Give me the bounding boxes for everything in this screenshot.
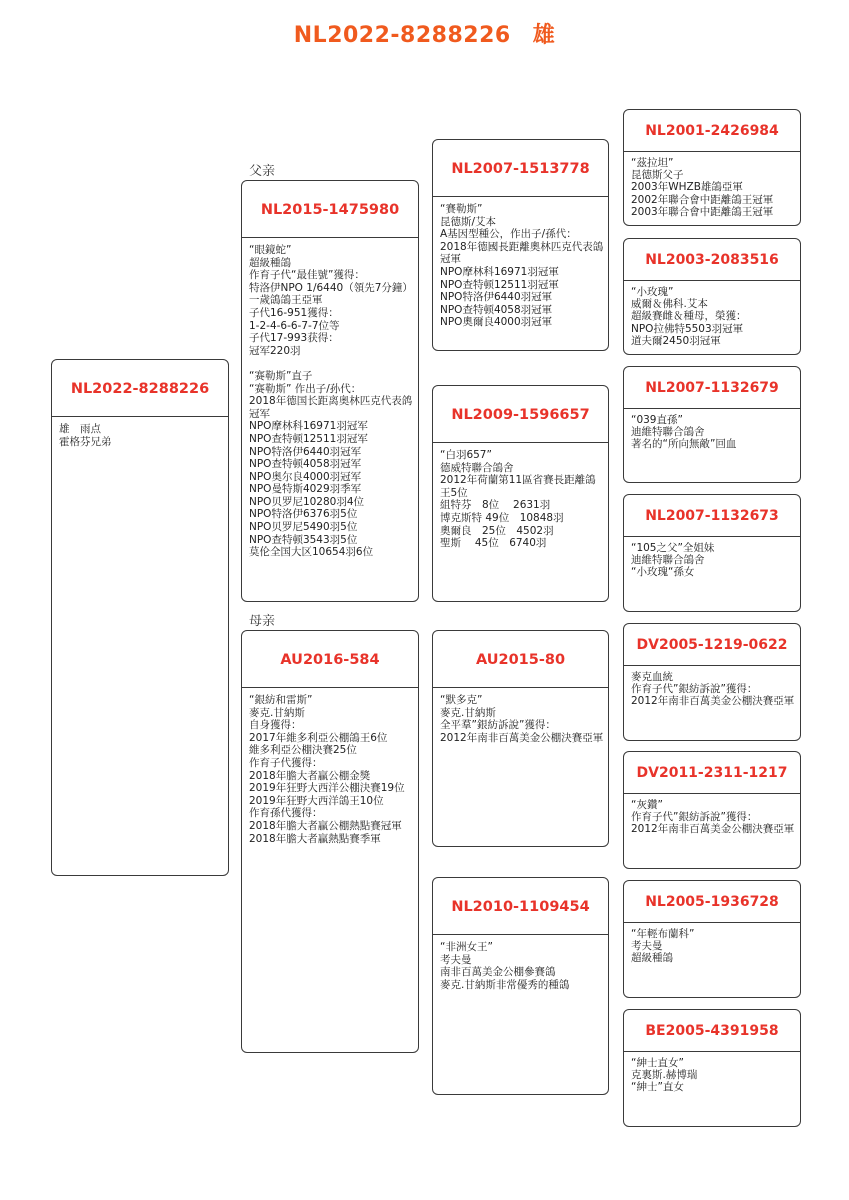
dam-card xyxy=(241,630,419,1053)
great-grandparent-ring-number: NL2001-2426984 xyxy=(624,110,800,152)
great-grandparent-ring-number: NL2007-1132673 xyxy=(624,495,800,537)
great-grandparent-ring-number: DV2005-1219-0622 xyxy=(624,624,800,666)
great-grandparent-description: “小玫瑰” 威爾＆佛科.艾本 超級賽雌＆種母，榮獲： NPO拉佛特5503羽冠軍 道夫爾2450羽冠軍 xyxy=(631,286,747,347)
subject-description: 雄 雨点 霍格芬兄弟 xyxy=(59,423,112,448)
great-grandparent-ring-number: NL2007-1132679 xyxy=(624,367,800,409)
great-grandparent-description: 麥克血統 作育子代”銀紡訴說”獲得： 2012年南非百萬美金公棚決賽亞軍 xyxy=(631,671,795,708)
great-grandparent-description: “灰鑽” 作育子代”銀紡訴說”獲得： 2012年南非百萬美金公棚決賽亞軍 xyxy=(631,799,795,836)
sire-ring-number: NL2015-1475980 xyxy=(242,181,418,238)
great-grandparent-ring-number: NL2005-1936728 xyxy=(624,881,800,923)
dam-ring-number: AU2016-584 xyxy=(242,631,418,688)
grandsire-maternal-card xyxy=(432,630,609,847)
great-grandparent-card xyxy=(623,880,801,998)
great-grandparent-card xyxy=(623,751,801,869)
subject-ring-number: NL2022-8288226 xyxy=(52,360,228,417)
page-title xyxy=(0,18,849,49)
title-ring-number: NL2022-8288226 xyxy=(293,23,511,48)
great-grandparent-ring-number: DV2011-2311-1217 xyxy=(624,752,800,794)
sire-card xyxy=(241,180,419,602)
great-grandparent-card xyxy=(623,1009,801,1127)
grandparent-description: “白羽657” 德威特聯合鴿舍 2012年荷蘭第11區省賽長距離鴿王5位 組特芬 8位 2631羽 博克斯特 49位 10848羽 奧爾良 25位 4502羽 聖斯 45位 6740羽 xyxy=(440,449,596,550)
great-grandparent-card xyxy=(623,238,801,355)
grandparent-ring-number: AU2015-80 xyxy=(433,631,608,688)
great-grandparent-description: “年輕布蘭科” 考夫曼 超級種鴿 xyxy=(631,928,695,965)
great-grandparent-card xyxy=(623,109,801,226)
father-label: 父亲 xyxy=(249,164,276,179)
subject-card xyxy=(51,359,229,876)
great-grandparent-description: “105之父”全姐妹 迪維特聯合鴿舍 “小玫瑰“孫女 xyxy=(631,542,715,579)
dam-description: “銀紡和雷斯” 麥克.甘納斯 自身獲得： 2017年維多利亞公棚鴿王6位 維多利亞公棚決賽25位 作育子代獲得： 2018年膽大者贏公棚金獎 2019年狂野大西洋公棚決賽19位 2019年狂野大西洋鴿王10位 作育孫代獲得： 2018年膽大者贏公棚熱點賽冠軍 2018年膽大者贏熱點賽季軍 xyxy=(249,694,405,845)
grandparent-description: “默多克” 麥克.甘納斯 全平羣”銀紡訴說”獲得： 2012年南非百萬美金公棚決賽亞軍 xyxy=(440,694,604,744)
great-grandparent-ring-number: BE2005-4391958 xyxy=(624,1010,800,1052)
great-grandparent-description: “紳士直女” 克裏斯.赫博瑞 “紳士”直女 xyxy=(631,1057,698,1094)
mother-label: 母亲 xyxy=(249,614,276,629)
sire-description: “眼鏡蛇” 超級種鴿 作育子代“最佳號”獲得： 特洛伊NPO 1/6440（領先7分鐘） 一歲鴿鴿王亞軍 子代16-951獲得： 1-2-4-6-6-7-7位等 子代17-993获得： 冠军220羽 “赛勒斯”直子 “赛勒斯” 作出子/孙代： 2018年德国长距离奥林匹克代表鸽冠军 NPO摩林科16971羽冠军 NPO查特顿12511羽冠军 NPO特洛伊6440羽冠军 NPO查特顿4058羽冠军 NPO奥尔良4000羽冠军 NPO曼特斯4029羽季军 NPO贝罗尼10280羽4位 NPO特洛伊6376羽5位 NPO贝罗尼5490羽5位 NPO查特顿3543羽5位 莫伦全国大区10654羽6位 xyxy=(249,244,413,559)
great-grandparent-description: “039直孫” 迪維特聯合鴿舍 著名的“所向無敵”回血 xyxy=(631,414,737,451)
grandparent-ring-number: NL2009-1596657 xyxy=(433,386,608,443)
great-grandparent-ring-number: NL2003-2083516 xyxy=(624,239,800,281)
granddam-paternal-card xyxy=(432,385,609,602)
title-sex: 雄 xyxy=(532,23,556,48)
great-grandparent-description: “茲拉坦” 昆德斯父子 2003年WHZB雄鴿亞軍 2002年聯合會中距離鴿王冠軍 2003年聯合會中距離鴿王冠軍 xyxy=(631,157,774,218)
grandsire-paternal-card xyxy=(432,139,609,351)
great-grandparent-card xyxy=(623,366,801,483)
great-grandparent-card xyxy=(623,494,801,612)
grandparent-description: “賽勒斯” 昆德斯/艾本 A基因型種公，作出子/孫代： 2018年德國長距離奧林匹克代表鴿冠軍 NPO摩林科16971羽冠軍 NPO查特顿12511羽冠軍 NPO特洛伊6440羽冠軍 NPO查特顿4058羽冠軍 NPO奧爾良4000羽冠軍 xyxy=(440,203,604,329)
grandparent-description: “非洲女王” 考夫曼 南非百萬美金公棚參賽鴿 麥克.甘納斯非常優秀的種鴿 xyxy=(440,941,570,991)
granddam-maternal-card xyxy=(432,877,609,1095)
grandparent-ring-number: NL2010-1109454 xyxy=(433,878,608,935)
great-grandparent-card xyxy=(623,623,801,741)
grandparent-ring-number: NL2007-1513778 xyxy=(433,140,608,197)
